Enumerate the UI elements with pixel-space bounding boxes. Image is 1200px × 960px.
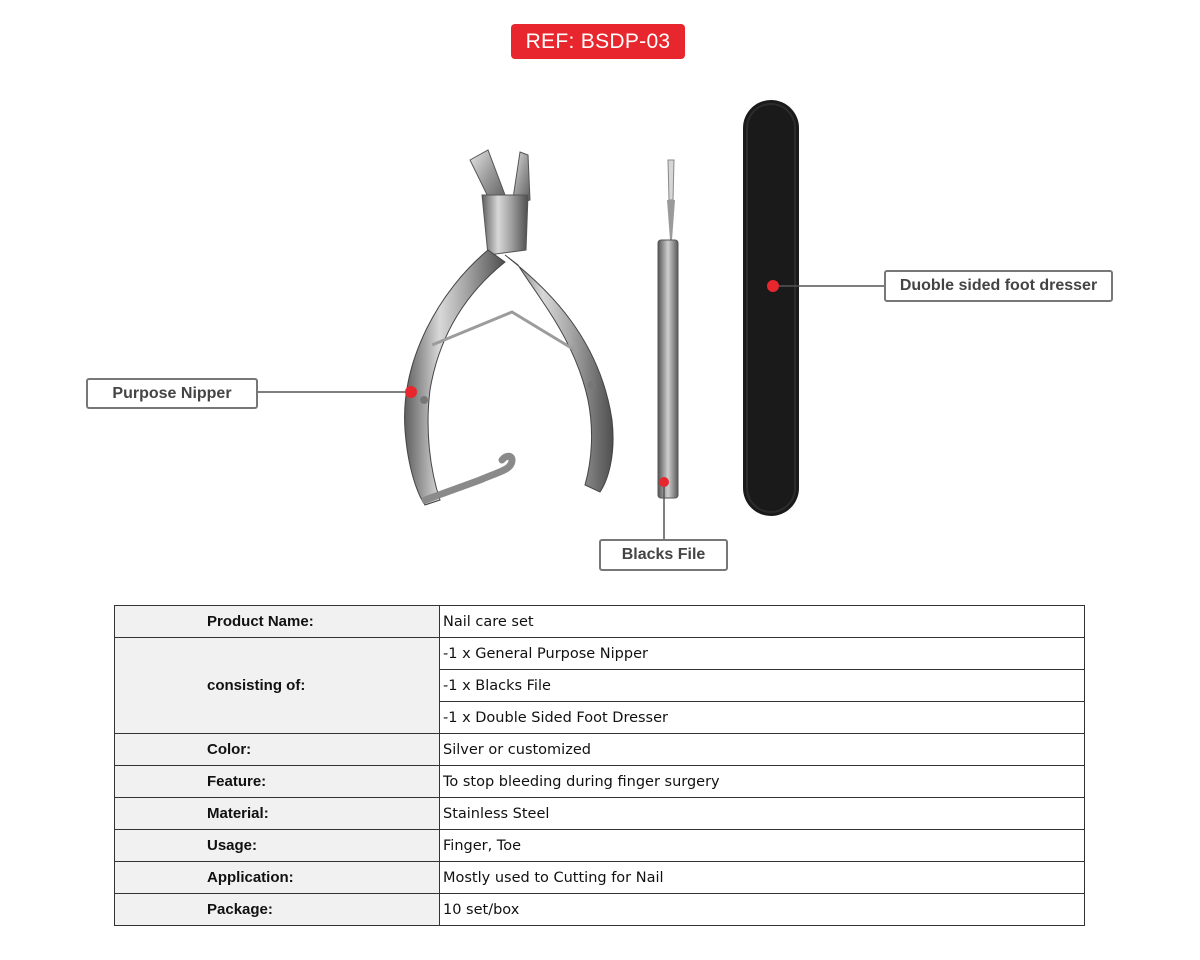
callout-purpose-nipper: Purpose Nipper bbox=[86, 378, 258, 409]
spec-table bbox=[114, 605, 1085, 926]
table-row bbox=[115, 894, 1085, 926]
table-row bbox=[115, 638, 1085, 670]
spec-label: Color: bbox=[115, 734, 440, 766]
spec-value: Silver or customized bbox=[440, 734, 1085, 766]
nipper-marker-dot bbox=[405, 386, 417, 398]
spec-label: Application: bbox=[115, 862, 440, 894]
spec-label: Product Name: bbox=[115, 606, 440, 638]
table-row bbox=[115, 798, 1085, 830]
spec-label: consisting of: bbox=[115, 638, 440, 734]
spec-value: Stainless Steel bbox=[440, 798, 1085, 830]
spec-value: Mostly used to Cutting for Nail bbox=[440, 862, 1085, 894]
file-marker-dot bbox=[659, 477, 669, 487]
spec-label: Package: bbox=[115, 894, 440, 926]
spec-label: Feature: bbox=[115, 766, 440, 798]
ref-badge: REF: BSDP-03 bbox=[511, 24, 685, 59]
spec-value: To stop bleeding during finger surgery bbox=[440, 766, 1085, 798]
spec-label: Material: bbox=[115, 798, 440, 830]
dresser-marker-dot bbox=[767, 280, 779, 292]
nipper-image bbox=[405, 150, 613, 505]
spec-value: Finger, Toe bbox=[440, 830, 1085, 862]
spec-label: Usage: bbox=[115, 830, 440, 862]
callout-foot-dresser: Duoble sided foot dresser bbox=[884, 270, 1113, 302]
foot-dresser-image bbox=[743, 100, 799, 516]
spec-value: -1 x General Purpose Nipper bbox=[440, 638, 1085, 670]
table-row bbox=[115, 766, 1085, 798]
spec-value: 10 set/box bbox=[440, 894, 1085, 926]
table-row bbox=[115, 830, 1085, 862]
table-row bbox=[115, 862, 1085, 894]
spec-value: -1 x Double Sided Foot Dresser bbox=[440, 702, 1085, 734]
table-row bbox=[115, 734, 1085, 766]
callout-blacks-file: Blacks File bbox=[599, 539, 728, 571]
spec-value: Nail care set bbox=[440, 606, 1085, 638]
table-row bbox=[115, 606, 1085, 638]
spec-value: -1 x Blacks File bbox=[440, 670, 1085, 702]
blacks-file-image bbox=[658, 160, 678, 498]
